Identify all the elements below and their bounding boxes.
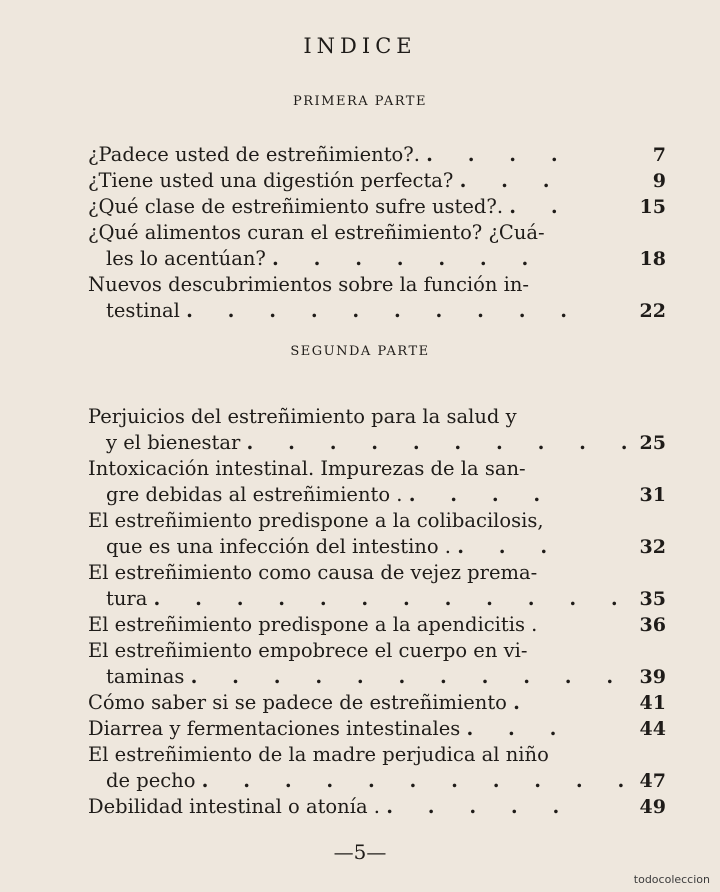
toc-entry-text (88, 664, 670, 690)
toc-entry-text (88, 298, 670, 324)
dot-leader: . . . . . . . . . . (246, 431, 642, 454)
toc-entry-title: El estreñimiento predispone a la apendicitis . (88, 613, 538, 636)
toc-entry (88, 612, 670, 638)
toc-page-number: 44 (639, 718, 666, 740)
toc-entry-title: ¿Tiene usted una digestión perfecta? (88, 169, 454, 192)
toc-entry-title: y el bienestar (106, 431, 241, 454)
toc-entry-text (88, 456, 670, 482)
toc-entry-title: gre debidas al estreñimiento . (106, 483, 403, 506)
toc-entry (88, 194, 670, 220)
toc-entry-title: ¿Qué alimentos curan el estreñimiento? ¿Cuá- (88, 221, 545, 244)
toc-entry-text (88, 586, 670, 612)
toc-entry-title: taminas (106, 665, 185, 688)
toc-entry-text (88, 560, 670, 586)
toc-entry-title: ¿Qué clase de estreñimiento sufre usted?. (88, 195, 504, 218)
toc-entry (88, 638, 670, 690)
toc-entry-title: El estreñimiento como causa de vejez prema- (88, 561, 538, 584)
toc-page-number: 7 (652, 144, 666, 166)
toc-page-number: 15 (639, 196, 666, 218)
toc-entry-title: testinal (106, 299, 180, 322)
dot-leader: . . . . . (386, 795, 574, 818)
toc-entry-title: Diarrea y fermentaciones intestinales (88, 717, 461, 740)
toc-page-number: 41 (639, 692, 666, 714)
toc-entry-text (88, 272, 670, 298)
toc-entry-title: Nuevos descubrimientos sobre la función in- (88, 273, 530, 296)
toc-entry (88, 220, 670, 272)
dot-leader: . . . . . . . . . . . . (153, 587, 632, 610)
watermark-logo: todocoleccion (633, 873, 710, 886)
toc-entry-title: Debilidad intestinal o atonía . (88, 795, 380, 818)
toc-page-number: 49 (639, 796, 666, 818)
toc-page-number: 35 (639, 588, 666, 610)
toc-page-number: 39 (639, 666, 666, 688)
section-heading-primera-parte: PRIMERA PARTE (293, 94, 427, 109)
toc-entry-title: les lo acentúan? (106, 247, 266, 270)
toc-entry-text (88, 246, 670, 272)
toc-entry-text (88, 742, 670, 768)
toc-entry-text (88, 430, 670, 456)
toc-entry-title: ¿Padece usted de estreñimiento?. (88, 143, 420, 166)
section-heading-segunda-parte: SEGUNDA PARTE (290, 344, 430, 359)
dot-leader: . . . (459, 169, 564, 192)
toc-entry (88, 142, 670, 168)
dot-leader: . . . . . . . . . . (186, 299, 582, 322)
toc-page-number: 31 (639, 484, 666, 506)
toc-entry-text (88, 168, 670, 194)
dot-leader: . (513, 691, 534, 714)
dot-leader: . . . . (408, 483, 555, 506)
toc-page-number: 47 (639, 770, 666, 792)
toc-entry (88, 560, 670, 612)
toc-entry-text (88, 220, 670, 246)
toc-entry-text (88, 768, 670, 794)
toc-entry-text (88, 690, 670, 716)
toc-entry (88, 742, 670, 794)
toc-page-number: 25 (639, 432, 666, 454)
toc-entry-text (88, 716, 670, 742)
toc-entry-title: El estreñimiento de la madre perjudica al niño (88, 743, 549, 766)
toc-page-number: 22 (639, 300, 666, 322)
dot-leader: . . . (466, 717, 571, 740)
dot-leader: . . . . . . . (272, 247, 543, 270)
toc-entry-text (88, 794, 670, 820)
toc-entry-title: que es una infección del intestino . (106, 535, 452, 558)
toc-entry-text (88, 194, 670, 220)
toc-page-number: 36 (639, 614, 666, 636)
dot-leader: . . . . . . . . . . . (190, 665, 628, 688)
toc-entry-text (88, 534, 670, 560)
toc-entry (88, 716, 670, 742)
toc-entry-text (88, 404, 670, 430)
dot-leader: . . (509, 195, 572, 218)
toc-entry (88, 690, 670, 716)
toc-entry-text (88, 638, 670, 664)
toc-page-number: 9 (652, 170, 666, 192)
toc-entry (88, 404, 670, 456)
toc-entry (88, 168, 670, 194)
toc-entry (88, 456, 670, 508)
toc-entry-title: El estreñimiento predispone a la colibacilosis, (88, 509, 544, 532)
toc-entry-text (88, 508, 670, 534)
toc-entry-text (88, 612, 670, 638)
toc-entry-title: El estreñimiento empobrece el cuerpo en vi- (88, 639, 528, 662)
toc-entry-title: tura (106, 587, 148, 610)
toc-entry-title: Cómo saber si se padece de estreñimiento (88, 691, 507, 714)
dot-leader: . . . . (426, 143, 572, 166)
toc-entry-text (88, 482, 670, 508)
toc-entry (88, 272, 670, 324)
index-title: INDICE (303, 34, 417, 58)
toc-entry-title: Perjuicios del estreñimiento para la salud y (88, 405, 517, 428)
dot-leader: . . . . . . . . . . . (201, 769, 639, 792)
toc-entry (88, 794, 670, 820)
toc-page-number: 32 (639, 536, 666, 558)
toc-entry-title: Intoxicación intestinal. Impurezas de la san- (88, 457, 526, 480)
page-number: —5— (333, 840, 387, 864)
toc-entry-text (88, 142, 670, 168)
toc-page-number: 18 (639, 248, 666, 270)
toc-entry-title: de pecho (106, 769, 196, 792)
toc-entry (88, 508, 670, 560)
dot-leader: . . . (457, 535, 562, 558)
